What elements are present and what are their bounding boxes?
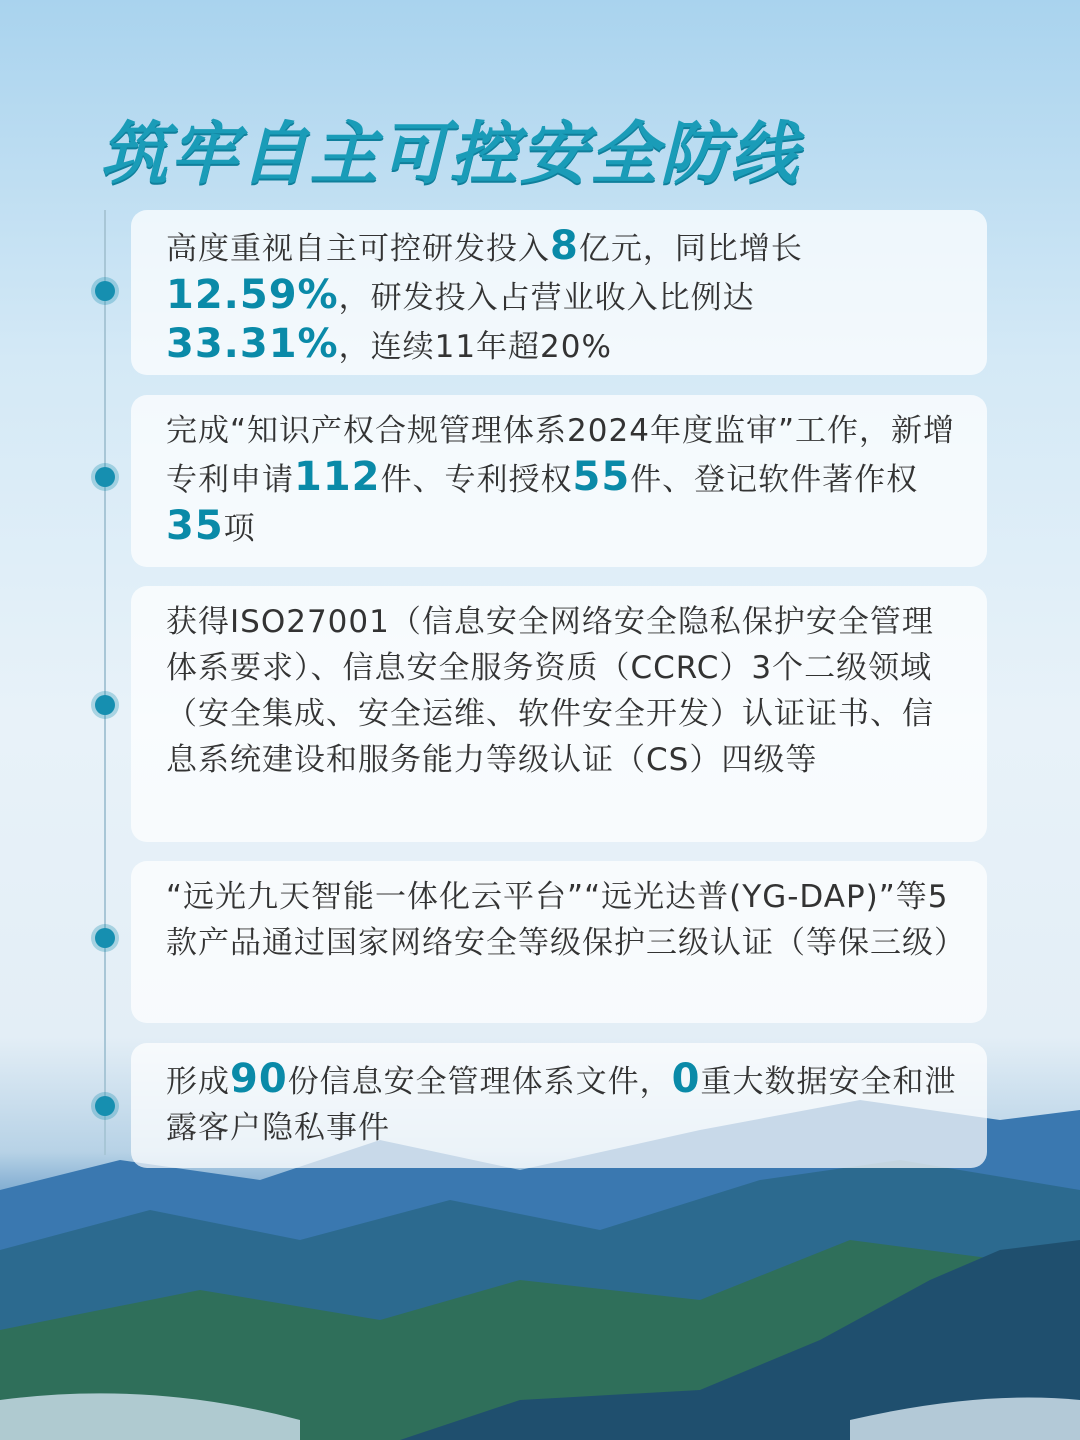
timeline-dot — [95, 281, 115, 301]
text-segment: 获得ISO27001（信息安全网络安全隐私保护安全管理体系要求）、信息安全服务资质（CCRC）3个二级领域（安全集成、安全运维、软件安全开发）认证证书、信息系统建设和服务能力等级认证（CS）四级等 — [166, 604, 934, 778]
page-title: 筑牢自主可控安全防线 — [100, 115, 801, 194]
text-segment: 件、登记软件著作权 — [630, 462, 919, 498]
timeline-dot — [95, 467, 115, 487]
card-text — [166, 599, 957, 783]
text-segment: ，连续11年超20% — [338, 329, 612, 365]
text-segment: 重大数据安全和泄露客户隐私事件 — [166, 1064, 957, 1146]
text-segment: 亿元，同比增长 — [578, 231, 803, 267]
highlight-number: 112 — [294, 454, 381, 500]
highlight-number: 33.31% — [166, 321, 339, 367]
timeline-dot — [95, 1096, 115, 1116]
timeline-dot — [95, 695, 115, 715]
highlight-number: 12.59% — [166, 272, 339, 318]
card-text — [166, 223, 957, 370]
text-segment: ，研发投入占营业收入比例达 — [338, 280, 755, 316]
highlight-number: 35 — [166, 503, 224, 549]
card-certifications — [131, 586, 987, 842]
card-products-level3 — [131, 861, 987, 1023]
card-text — [166, 1056, 957, 1151]
timeline-line — [104, 210, 106, 1155]
highlight-number: 55 — [572, 454, 631, 500]
text-segment: 高度重视自主可控研发投入 — [166, 231, 550, 267]
card-text — [166, 408, 957, 552]
card-ip-patents — [131, 395, 987, 567]
timeline-dot — [95, 928, 115, 948]
text-segment: 项 — [223, 511, 256, 547]
card-security-docs — [131, 1043, 987, 1168]
highlight-number: 0 — [671, 1056, 701, 1102]
highlight-number: 90 — [230, 1056, 288, 1102]
highlight-number: 8 — [550, 223, 579, 269]
text-segment: “远光九天智能一体化云平台”“远光达普(YG-DAP)”等5款产品通过国家网络安全等级保护三级认证（等保三级） — [166, 879, 966, 961]
card-text — [166, 874, 966, 966]
text-segment: 份信息安全管理体系文件， — [287, 1064, 672, 1100]
text-segment: 形成 — [166, 1064, 230, 1100]
text-segment: 完成“知识产权合规管理体系2024年度监审”工作，新增专利申请 — [166, 413, 956, 498]
text-segment: 件、专利授权 — [380, 462, 573, 498]
card-rd-investment — [131, 210, 987, 375]
